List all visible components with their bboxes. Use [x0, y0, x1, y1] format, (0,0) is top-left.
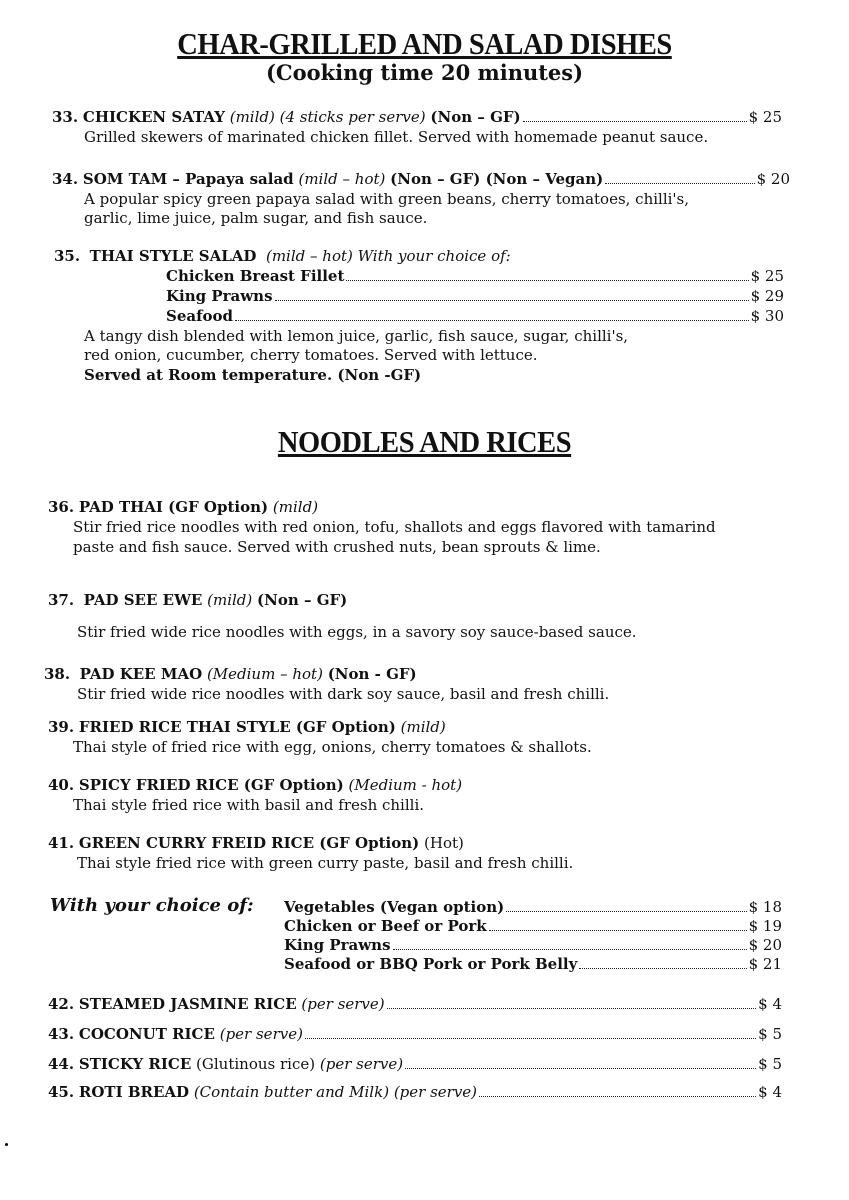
option-price: $ 21: [748, 955, 782, 973]
option-label: Chicken Breast Fillet: [166, 267, 345, 285]
option-price: $ 19: [748, 917, 782, 935]
item-description: paste and fish sauce. Served with crushed nuts, bean sprouts & lime.: [73, 538, 601, 556]
item-description: Thai style of fried rice with egg, onions, cherry tomatoes & shallots.: [73, 738, 592, 756]
item-number: 44.: [48, 1055, 75, 1073]
option-label: King Prawns: [284, 936, 391, 954]
choice-option-chicken-beef-pork: [284, 917, 782, 936]
item-number: 39.: [48, 718, 75, 736]
item-price: $ 25: [748, 108, 782, 126]
item-description: Grilled skewers of marinated chicken fillet. Served with homemade peanut sauce.: [84, 128, 709, 146]
menu-item-38: [44, 665, 417, 684]
option-label: King Prawns: [166, 287, 273, 305]
item-name: THAI STYLE SALAD: [89, 247, 257, 265]
menu-item-41: [48, 834, 464, 853]
item-number: 38.: [44, 665, 71, 683]
item-description: Stir fried rice noodles with red onion, tofu, shallots and eggs flavored with tamarind: [73, 518, 716, 536]
option-price: $ 25: [750, 267, 784, 285]
item-name: FRIED RICE THAI STYLE (GF Option): [78, 718, 396, 736]
dot-leader: [235, 320, 749, 321]
option-price: $ 30: [750, 307, 784, 325]
item-number: 37.: [48, 591, 75, 609]
item-number: 41.: [48, 834, 75, 852]
section-title-noodles-rices: NOODLES AND RICES: [277, 424, 572, 459]
item-description: Thai style fried rice with basil and fresh chilli.: [73, 796, 425, 814]
item-note: (mild): [272, 498, 319, 516]
item-name: PAD THAI (GF Option): [78, 498, 269, 516]
item-note: (mild – hot): [298, 170, 386, 188]
item-description: Stir fried wide rice noodles with dark soy sauce, basil and fresh chilli.: [77, 685, 610, 703]
item-name: ROTI BREAD: [78, 1083, 190, 1101]
item-name: GREEN CURRY FREID RICE (GF Option): [78, 834, 420, 852]
scan-speck: [5, 1143, 8, 1146]
item-tags: (Non – GF): [430, 108, 521, 126]
menu-item-44: [48, 1055, 782, 1074]
menu-item-36: [48, 498, 318, 517]
item-number: 40.: [48, 776, 75, 794]
dot-leader: [489, 930, 747, 931]
item-number: 43.: [48, 1025, 75, 1043]
item-note: (Medium – hot): [206, 665, 323, 683]
item-description: garlic, lime juice, palm sugar, and fish sauce.: [84, 209, 428, 227]
item-number: 45.: [48, 1083, 75, 1101]
item-description: Stir fried wide rice noodles with eggs, in a savory soy sauce-based sauce.: [77, 623, 637, 641]
dot-leader: [305, 1038, 756, 1039]
item-name: PAD KEE MAO: [79, 665, 203, 683]
item-name: CHICKEN SATAY: [82, 108, 225, 126]
option-label: Seafood or BBQ Pork or Pork Belly: [284, 955, 578, 973]
item-name: SPICY FRIED RICE (GF Option): [78, 776, 344, 794]
section-subtitle-cooking-time: (Cooking time 20 minutes): [265, 60, 584, 85]
item-number: 36.: [48, 498, 75, 516]
item-tags: (Hot): [424, 834, 464, 852]
item-description: A tangy dish blended with lemon juice, garlic, fish sauce, sugar, chilli's,: [84, 327, 629, 345]
item-name: STICKY RICE: [78, 1055, 192, 1073]
item-note: (per serve): [301, 995, 385, 1013]
section-title-char-grilled: CHAR-GRILLED AND SALAD DISHES: [177, 26, 672, 61]
option-chicken-breast: [166, 267, 784, 286]
choice-option-seafood-bbq-pork: [284, 955, 782, 974]
dot-leader: [605, 183, 754, 184]
dot-leader: [346, 280, 748, 281]
item-description: Thai style fried rice with green curry paste, basil and fresh chilli.: [77, 854, 574, 872]
menu-item-42: [48, 995, 782, 1014]
option-label: Seafood: [166, 307, 234, 325]
item-tags: (Non – GF): [257, 591, 348, 609]
item-note: (mild): [207, 591, 253, 609]
item-tags: (Non - GF): [327, 665, 417, 683]
dot-leader: [506, 911, 746, 912]
option-label: Chicken or Beef or Pork: [284, 917, 487, 935]
dot-leader: [479, 1096, 756, 1097]
item-note: (Contain butter and Milk) (per serve): [193, 1083, 478, 1101]
menu-item-33: [52, 108, 782, 127]
choice-option-king-prawns: [284, 936, 782, 955]
menu-item-43: [48, 1025, 782, 1044]
item-description: A popular spicy green papaya salad with green beans, cherry tomatoes, chilli's,: [84, 190, 690, 208]
option-price: $ 20: [748, 936, 782, 954]
item-number: 35.: [54, 247, 81, 265]
dot-leader: [405, 1068, 756, 1069]
menu-item-39: [48, 718, 446, 737]
item-name: STEAMED JASMINE RICE: [78, 995, 297, 1013]
item-note: (mild – hot) With your choice of:: [265, 247, 511, 265]
choice-label: With your choice of:: [50, 895, 254, 916]
item-number: 42.: [48, 995, 75, 1013]
choice-option-vegetables: [284, 898, 782, 917]
menu-item-45: [48, 1083, 782, 1102]
item-price: $ 20: [756, 170, 790, 188]
item-note: (per serve): [319, 1055, 404, 1073]
dot-leader: [579, 968, 746, 969]
menu-item-37: [48, 591, 347, 610]
item-plain-note: (Glutinous rice): [196, 1055, 316, 1073]
item-note: (Medium - hot): [348, 776, 463, 794]
item-name: SOM TAM – Papaya salad: [82, 170, 294, 188]
option-king-prawns: [166, 287, 784, 306]
dot-leader: [275, 300, 749, 301]
dot-leader: [387, 1008, 757, 1009]
item-tags: (Non – GF) (Non – Vegan): [390, 170, 604, 188]
dot-leader: [393, 949, 747, 950]
menu-item-40: [48, 776, 462, 795]
item-price: $ 5: [758, 1025, 782, 1043]
menu-item-35: [54, 247, 511, 266]
item-number: 34.: [52, 170, 79, 188]
item-name: COCONUT RICE: [78, 1025, 215, 1043]
item-note: (mild): [400, 718, 446, 736]
item-price: $ 5: [758, 1055, 782, 1073]
option-seafood: [166, 307, 784, 326]
dot-leader: [523, 121, 747, 122]
item-note: (mild) (4 sticks per serve): [229, 108, 426, 126]
item-price: $ 4: [758, 1083, 782, 1101]
option-price: $ 29: [750, 287, 784, 305]
menu-item-34: [52, 170, 790, 189]
item-number: 33.: [52, 108, 79, 126]
item-name: PAD SEE EWE: [83, 591, 203, 609]
option-label: Vegetables (Vegan option): [284, 898, 505, 916]
item-note: (per serve): [219, 1025, 303, 1043]
item-serving-note: Served at Room temperature. (Non -GF): [84, 366, 422, 384]
option-price: $ 18: [748, 898, 782, 916]
item-description: red onion, cucumber, cherry tomatoes. Served with lettuce.: [84, 346, 538, 364]
item-price: $ 4: [758, 995, 782, 1013]
